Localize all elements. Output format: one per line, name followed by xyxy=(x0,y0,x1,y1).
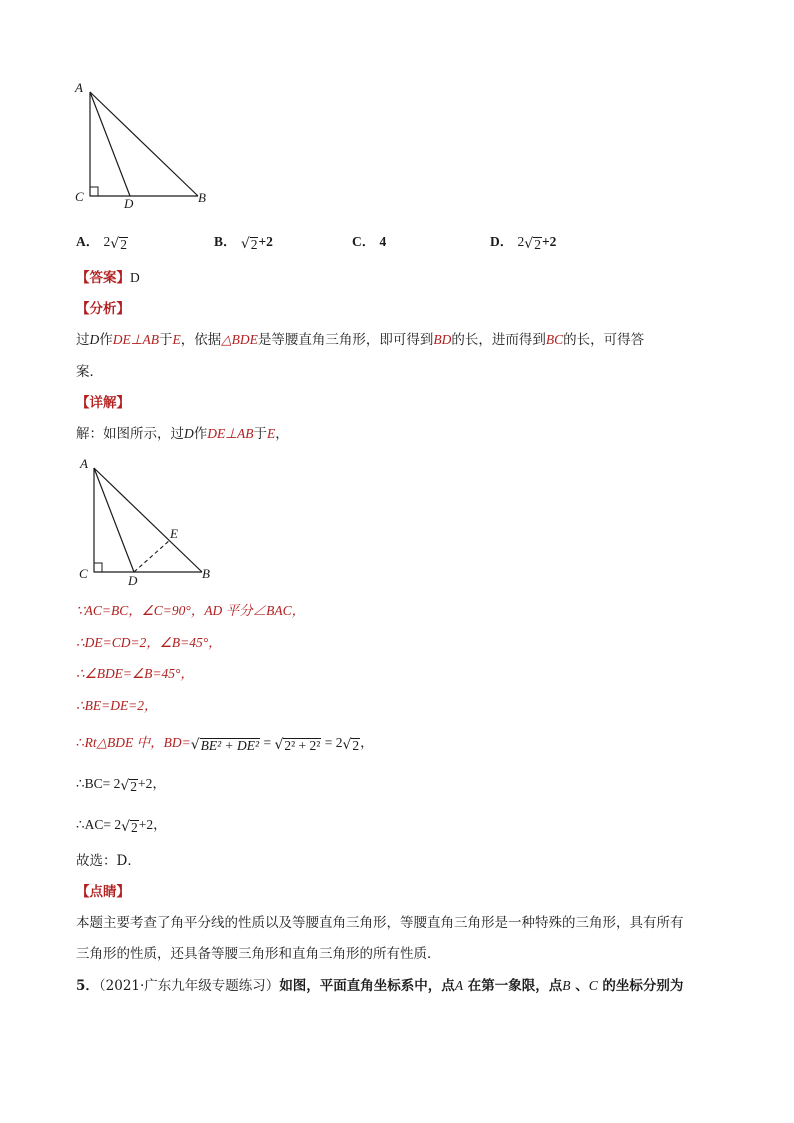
sqrt-symbol: √ 2 xyxy=(110,236,127,252)
point-label-c: C xyxy=(75,189,84,204)
point-label-d: D xyxy=(128,573,138,588)
step-8: 故选：D． xyxy=(76,853,141,869)
analysis-text-line-1: 过D作DE⊥AB于E，依据△BDE是等腰直角三角形，即可得到BD的长，进而得到BC的长，可得答 xyxy=(76,332,645,348)
point-label-b: B xyxy=(198,190,206,205)
answer-line xyxy=(76,268,140,288)
comment-line-1: 本题主要考查了角平分线的性质以及等腰直角三角形，等腰直角三角形是一种特殊的三角形，具有所有 xyxy=(76,915,684,931)
sqrt-symbol: √ 2 xyxy=(524,236,541,252)
answer-value: D xyxy=(130,270,140,285)
point-label-a: A xyxy=(75,80,83,95)
option-c: C． 4 xyxy=(352,234,387,249)
step-4: ∴BE=DE=2， xyxy=(76,698,158,713)
sqrt-symbol: √ 2 xyxy=(240,236,258,252)
next-question: 5．（2021·广东九年级专题练习）如图，平面直角坐标系中，点A 在第一象限，点B 、C 的坐标分别为 xyxy=(76,978,684,994)
step-6: ∴BC= 2 √ 2 +2， xyxy=(76,776,166,794)
point-label-b: B xyxy=(202,566,210,581)
point-label-d: D xyxy=(124,196,134,211)
sqrt-symbol: √ 2 xyxy=(342,737,360,753)
sqrt-symbol: √ 2 xyxy=(121,819,138,835)
answer-tag: 【答案】 xyxy=(76,270,130,286)
step-2: ∴DE=CD=2，∠B=45°， xyxy=(76,635,222,650)
comment-line-2: 三角形的性质，还具备等腰三角形和直角三角形的所有性质． xyxy=(76,946,441,962)
analysis-heading: 【分析】 xyxy=(76,301,130,317)
triangle-figure-2 xyxy=(74,456,224,590)
option-d: D． 2 √ 2 +2 xyxy=(490,234,557,252)
step-1: ∵AC=BC，∠C=90°，AD 平分∠BAC， xyxy=(76,603,306,618)
comment-heading: 【点睛】 xyxy=(76,884,130,900)
point-label-e: E xyxy=(170,526,178,541)
option-a: A． 2 √ 2 xyxy=(76,234,127,252)
step-7: ∴AC= 2 √ 2 +2， xyxy=(76,817,167,835)
step-3: ∴∠BDE=∠B=45°， xyxy=(76,666,194,681)
point-label-c: C xyxy=(79,566,88,581)
sqrt-symbol: √ 2² + 2² xyxy=(274,737,321,753)
sqrt-symbol: √ 2 xyxy=(120,778,138,794)
triangle-figure-1 xyxy=(72,80,222,212)
analysis-text-line-2: 案． xyxy=(76,364,103,380)
detail-intro: 解：如图所示，过D作DE⊥AB于E， xyxy=(76,426,289,442)
point-label-a: A xyxy=(80,456,88,471)
sqrt-symbol: √ BE² + DE² xyxy=(190,737,260,753)
detail-heading: 【详解】 xyxy=(76,395,130,411)
step-5: ∴Rt△BDE 中，BD= √ BE² + DE² = √ 2² + 2² = 2 √ 2 ， xyxy=(76,735,374,753)
option-b: B． √ 2 +2 xyxy=(214,234,273,252)
